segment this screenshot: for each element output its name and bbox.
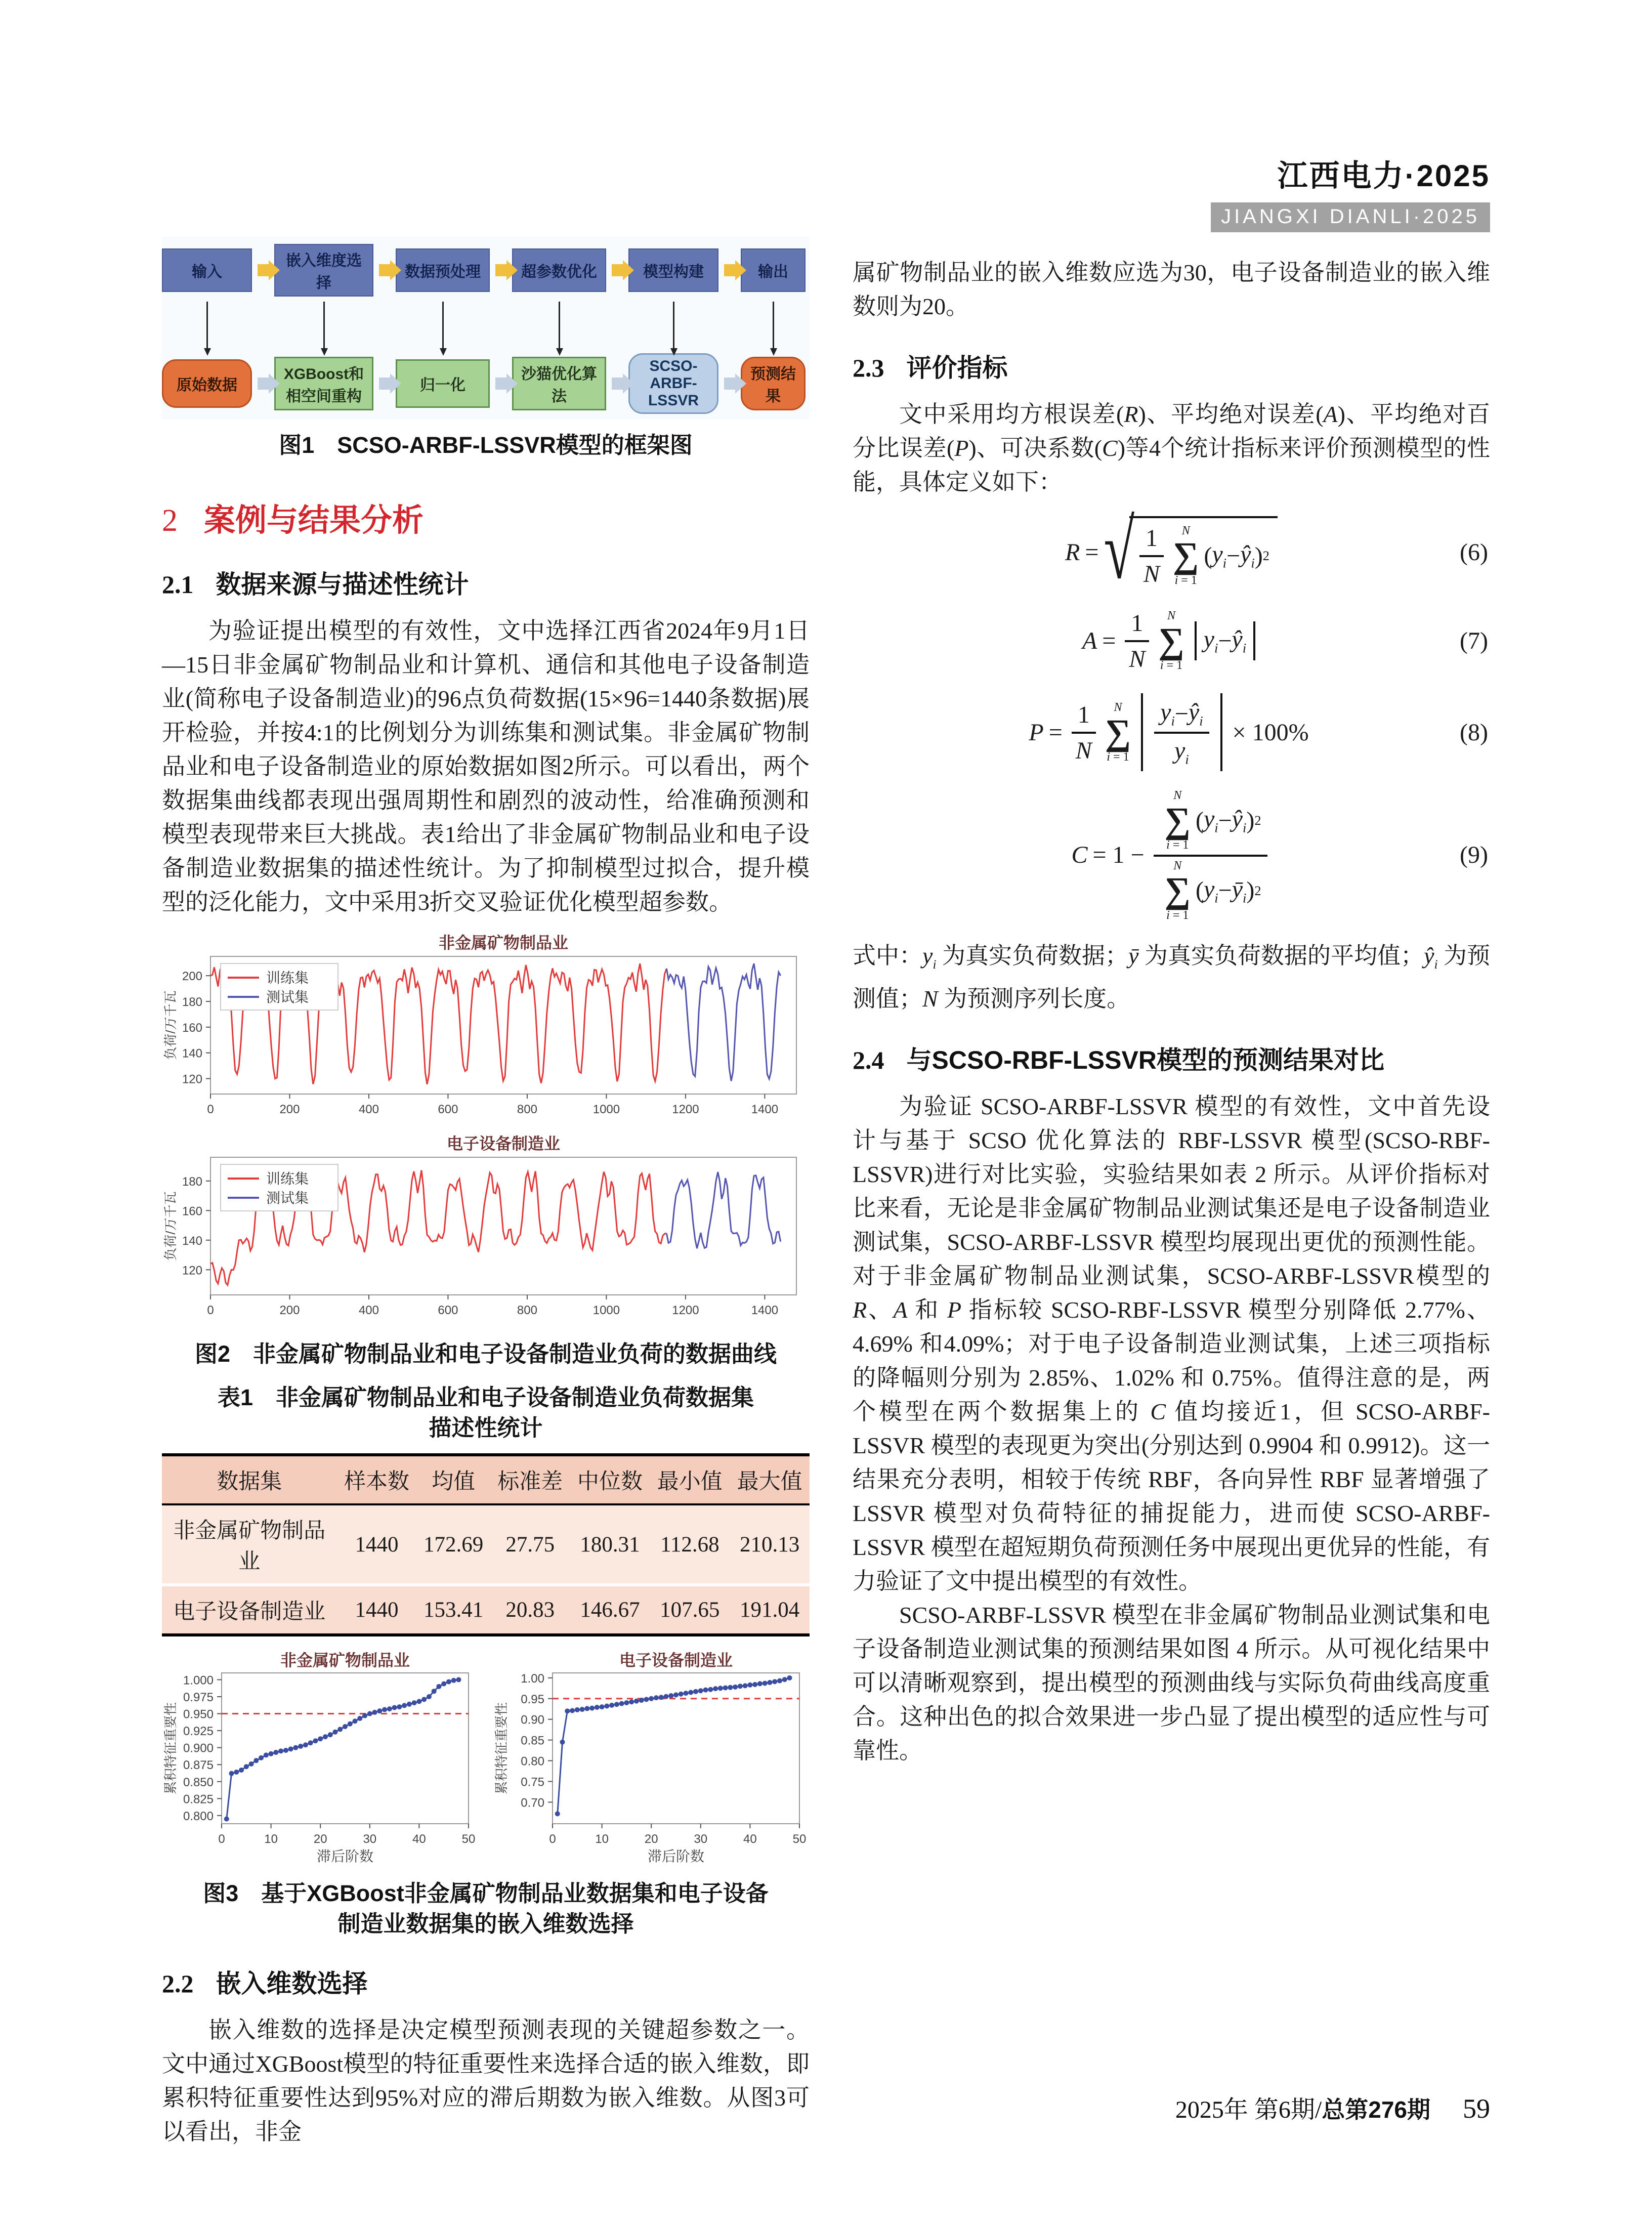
svg-text:0.80: 0.80 [521,1754,544,1769]
svg-text:10: 10 [264,1832,278,1846]
section-2-heading [162,495,810,540]
svg-text:180: 180 [182,995,202,1009]
table1-title-line1: 表1 非金属矿物制品业和电子设备制造业负荷数据集 [217,1384,754,1410]
arrow-down-icon [673,302,674,348]
flow-box-model-build: 模型构建 [628,248,718,292]
svg-text:0.975: 0.975 [183,1690,214,1704]
table1 [162,1453,810,1636]
svg-text:0: 0 [218,1832,225,1846]
section-2-3-heading: 2.3 评价指标 [853,354,1008,382]
table1-cell: 180.31 [580,1532,640,1557]
svg-text:0.85: 0.85 [521,1734,544,1748]
svg-text:120: 120 [182,1072,202,1086]
table1-cell: 电子设备制造业 [173,1600,326,1624]
page-header [1211,152,1490,232]
flow-box-raw-data: 原始数据 [162,359,252,408]
right-column [853,256,1490,1768]
svg-text:测试集: 测试集 [266,1190,309,1206]
svg-text:400: 400 [358,1304,379,1317]
figure1-grid [162,244,810,414]
svg-text:电子设备制造业: 电子设备制造业 [619,1651,733,1669]
svg-text:0.90: 0.90 [521,1713,544,1727]
svg-text:200: 200 [182,970,202,984]
equation-number: (6) [1460,538,1488,566]
svg-text:0: 0 [207,1304,214,1317]
figure2-caption: 图2 非金属矿物制品业和电子设备制造业负荷的数据曲线 [194,1341,777,1367]
table1-header-cell: 标准差 [497,1470,563,1494]
svg-text:20: 20 [644,1832,658,1846]
svg-text:140: 140 [182,1234,202,1248]
arrow-right-icon [495,264,506,276]
journal-subtitle-bar: JIANGXI DIANLI·2025 [1211,202,1490,232]
svg-text:0.950: 0.950 [183,1707,214,1721]
svg-text:0: 0 [207,1103,214,1116]
arrow-right-icon [724,264,735,276]
svg-text:负荷/万千瓦: 负荷/万千瓦 [163,1191,178,1261]
svg-text:200: 200 [279,1103,300,1116]
svg-text:0.850: 0.850 [183,1775,214,1789]
figure3 [162,1650,810,1867]
svg-text:非金属矿物制品业: 非金属矿物制品业 [438,934,569,952]
section-2-4-heading: 2.4 与SCSO-RBF-LSSVR模型的预测结果对比 [853,1046,1384,1075]
flow-box-result: 预测结果 [741,357,806,410]
svg-text:0.95: 0.95 [521,1692,544,1706]
svg-text:20: 20 [313,1832,327,1846]
table1-cell: 191.04 [739,1598,800,1622]
table1-row [162,1504,810,1585]
flow-box-normalize: 归一化 [396,359,490,408]
svg-text:0.70: 0.70 [521,1796,544,1810]
svg-text:0.75: 0.75 [521,1775,544,1789]
flow-box-output: 输出 [741,248,806,292]
table1-cell: 146.67 [580,1598,640,1622]
figure1-caption: 图1 SCSO-ARBF-LSSVR模型的框架图 [279,432,693,458]
footer-page-number: 59 [1463,2093,1490,2124]
flow-box-input: 输入 [162,248,252,292]
formula-rmse: R = √ $\frac{1}{N}$ N ∑ i = 1 ( $y_i$ − $ŷ_i$ ) 2 (6) [1065,503,1488,596]
paragraph-metrics-intro: 文中采用均方根误差(R)、平均绝对误差(A)、平均绝对百分比误差(P)、可决系数(C)等4个统计指标来评价预测模型的性能，具体定义如下： [853,401,1490,495]
arrow-down-icon [206,302,208,348]
table1-cell: 1440 [355,1598,399,1622]
figure3-chart-right [493,1650,810,1867]
flow-box-preprocess: 数据预处理 [396,248,490,292]
section-2-2-heading: 2.2 嵌入维数选择 [162,1969,368,1998]
svg-text:0.875: 0.875 [183,1758,214,1773]
table1-cell: 153.41 [423,1598,484,1622]
table1-cell: 172.69 [423,1532,484,1557]
table1-header-cell: 最大值 [737,1470,802,1494]
svg-text:10: 10 [595,1832,609,1846]
svg-text:40: 40 [412,1832,426,1846]
svg-text:600: 600 [438,1304,458,1317]
svg-text:训练集: 训练集 [266,1171,309,1187]
table1-cell: 20.83 [505,1598,555,1622]
svg-text:累积特征重要性: 累积特征重要性 [494,1702,509,1795]
flow-box-embedding-select: 嵌入维度选择 [274,244,373,297]
svg-text:1.00: 1.00 [521,1671,544,1686]
table1-cell: 210.13 [739,1532,800,1557]
svg-text:200: 200 [279,1304,300,1317]
svg-text:滞后阶数: 滞后阶数 [647,1849,705,1864]
figure3-caption-line1: 图3 基于XGBoost非金属矿物制品业数据集和电子设备 [203,1880,769,1906]
arrow-right-icon [379,264,390,276]
svg-text:1200: 1200 [672,1103,699,1116]
table1-header-cell: 均值 [432,1470,476,1494]
arrow-down-icon [442,302,444,348]
svg-text:0.925: 0.925 [183,1725,214,1739]
figure3-chart-left [162,1650,479,1867]
svg-text:滞后阶数: 滞后阶数 [316,1849,374,1864]
table1-cell: 107.65 [660,1598,720,1622]
svg-text:累积特征重要性: 累积特征重要性 [163,1702,178,1795]
section-2-1-heading: 2.1 数据来源与描述性统计 [162,570,469,599]
flow-box-xgboost: XGBoost和相空间重构 [274,357,373,410]
svg-text:1000: 1000 [592,1103,620,1116]
arrow-down-icon [773,302,774,348]
table1-header-cell: 中位数 [577,1470,643,1494]
paragraph-visualization: SCSO-ARBF-LSSVR 模型在非金属矿物制品业测试集和电子设备制造业测试集的预测结果如图 4 所示。从可视化结果中可以清晰观察到，提出模型的预测曲线与实际负荷曲线高度重合。这种出色的拟合效果进一步凸显了提出模型的适应性与可靠性。 [853,1602,1490,1764]
flow-box-arbf-lssvr: SCSO-ARBF-LSSVR [628,353,718,414]
arrow-right-icon [379,377,390,390]
left-column [162,233,810,2149]
flow-box-hyperparam: 超参数优化 [512,248,606,292]
svg-text:180: 180 [182,1174,202,1189]
figure3-caption-line2: 制造业数据集的嵌入维数选择 [337,1911,634,1937]
svg-text:800: 800 [517,1103,537,1116]
table1-header-cell: 样本数 [344,1470,409,1494]
paragraph-embedding-continued: 属矿物制品业的嵌入维数应选为30，电子设备制造业的嵌入维数则为20。 [853,260,1490,319]
svg-text:160: 160 [182,1204,202,1219]
table1-row [162,1585,810,1635]
svg-text:1400: 1400 [751,1103,779,1116]
equation-number: (8) [1460,719,1488,746]
svg-text:1000: 1000 [592,1304,620,1317]
arrow-right-icon [612,377,623,390]
paragraph-data-source: 为验证提出模型的有效性，文中选择江西省2024年9月1日—15日非金属矿物制品业和计算机、通信和其他电子设备制造业(简称电子设备制造业)的96点负荷数据(15×96=1440条数据)展开检验，并按4:1的比例划分为训练集和测试集。非金属矿物制品业和电子设备制造业的原始数据如图2所示。可以看出，两个数据集曲线都表现出强周期性和剧烈的波动性，给准确预测和模型表现带来巨大挑战。表1给出了非金属矿物制品业和电子设备制造业数据集的描述性统计。为了抑制模型过拟合，提升模型的泛化能力，文中采用3折交叉验证优化模型超参数。 [162,618,810,915]
svg-text:50: 50 [792,1832,807,1846]
paragraph-embedding: 嵌入维数的选择是决定模型预测表现的关键超参数之一。文中通过XGBoost模型的特征重要性来选择合适的嵌入维数，即累积特征重要性达到95%对应的滞后期数为嵌入维数。从图3可以看出，非金 [162,2017,810,2145]
formula-mae: A = $\frac{1}{N}$ N ∑ i = 1 $y_i$ − $ŷ_i$ (7) [1082,609,1488,673]
section-2-number: 2 [162,503,178,538]
svg-text:非金属矿物制品业: 非金属矿物制品业 [280,1651,410,1669]
equation-number: (7) [1460,627,1488,654]
svg-text:30: 30 [363,1832,377,1846]
svg-text:600: 600 [438,1103,458,1116]
svg-text:0.825: 0.825 [183,1792,214,1807]
svg-text:30: 30 [694,1832,708,1846]
table1-cell: 112.68 [660,1532,719,1557]
svg-text:电子设备制造业: 电子设备制造业 [446,1135,561,1153]
svg-text:800: 800 [517,1304,537,1317]
arrow-right-icon [495,377,506,390]
formula-r2: C = 1 − N ∑ i = 1 ( $y_i$ − $ŷ_i$ ) 2 N ∑ i = 1 ( $y_i$ − $ȳ_i$ ) 2 (9) [1071,789,1488,922]
table1-header-cell: 数据集 [217,1470,282,1494]
table1-title-line2: 描述性统计 [429,1415,543,1441]
arrow-down-icon [323,302,325,348]
table1-header-row [162,1455,810,1504]
svg-text:0.900: 0.900 [183,1741,214,1755]
paragraph-comparison: 为验证 SCSO-ARBF-LSSVR 模型的有效性，文中首先设计与基于 SCSO 优化算法的 RBF-LSSVR 模型(SCSO-RBF-LSSVR)进行对比实验，实验结果如表 2 所示。从评价指标对比来看，无论是非金属矿物制品业测试集还是电子设备制造业测试集，SCSO-ARBF-LSSVR 模型均展现出更优的预测性能。对于非金属矿物制品业测试集，SCSO-ARBF-LSSVR模型的 R、A 和 P 指标较 SCSO-RBF-LSSVR 模型分别降低 2.77%、4.69% 和4.09%；对于电子设备制造业测试集，上述三项指标的降幅则分别为 2.85%、1.02% 和 0.75%。值得注意的是，两个模型在两个数据集上的 C 值均接近1，但 SCSO-ARBF-LSSVR 模型的表现更为突出(分别达到 0.9904 和 0.9912)。这一结果充分表明，相较于传统 RBF，各向异性 RBF 显著增强了 LSSVR 模型对负荷特征的捕捉能力，进而使 SCSO-ARBF-LSSVR 模型在超短期负荷预测任务中展现出更优异的性能，有力验证了文中提出模型的有效性。 [853,1094,1491,1594]
svg-text:0.800: 0.800 [183,1809,214,1823]
svg-text:400: 400 [358,1103,379,1116]
svg-text:140: 140 [182,1046,202,1061]
arrow-right-icon [258,377,269,390]
svg-text:1400: 1400 [751,1304,779,1317]
svg-text:负荷/万千瓦: 负荷/万千瓦 [163,990,178,1060]
svg-text:训练集: 训练集 [266,970,309,986]
paragraph-formula-notation: 式中：$y_i$ 为真实负荷数据；ȳ 为真实负荷数据的平均值；$ŷ_i$ 为预测值；N 为预测序列长度。 [853,943,1491,1012]
table1-cell: 27.75 [505,1532,555,1557]
arrow-down-icon [559,302,560,348]
figure1-flowchart [162,237,810,419]
figure2 [162,932,810,1328]
table1-header-cell: 最小值 [657,1470,723,1494]
svg-text:40: 40 [743,1832,757,1846]
svg-text:120: 120 [182,1264,202,1278]
arrow-right-icon [612,264,623,276]
svg-text:0: 0 [549,1832,556,1846]
equation-number: (9) [1460,842,1488,869]
page-footer [1175,2090,1490,2125]
table1-cell: 非金属矿物制品业 [173,1519,326,1574]
arrow-right-icon [258,264,269,276]
footer-issue: 2025年 第6期/ [1175,2096,1322,2123]
figure2-chart-top [162,932,810,1124]
formula-mape: P = $\frac{1}{N}$ N ∑ i = 1 $y_i$ − $ŷ_i$ $y_i$ × 100% (8) [853,693,1490,771]
figure2-chart-bottom [162,1133,810,1325]
footer-volume: 总第276期 [1322,2096,1430,2123]
svg-text:测试集: 测试集 [266,989,309,1005]
svg-text:160: 160 [182,1021,202,1035]
svg-text:1.000: 1.000 [183,1673,214,1688]
flow-box-scso: 沙猫优化算法 [512,357,606,410]
table1-cell: 1440 [355,1532,399,1557]
svg-text:1200: 1200 [672,1304,699,1317]
svg-text:50: 50 [461,1832,476,1846]
journal-title: 江西电力·2025 [1277,159,1490,193]
section-2-title: 案例与结果分析 [204,503,424,538]
arrow-right-icon [724,377,735,390]
